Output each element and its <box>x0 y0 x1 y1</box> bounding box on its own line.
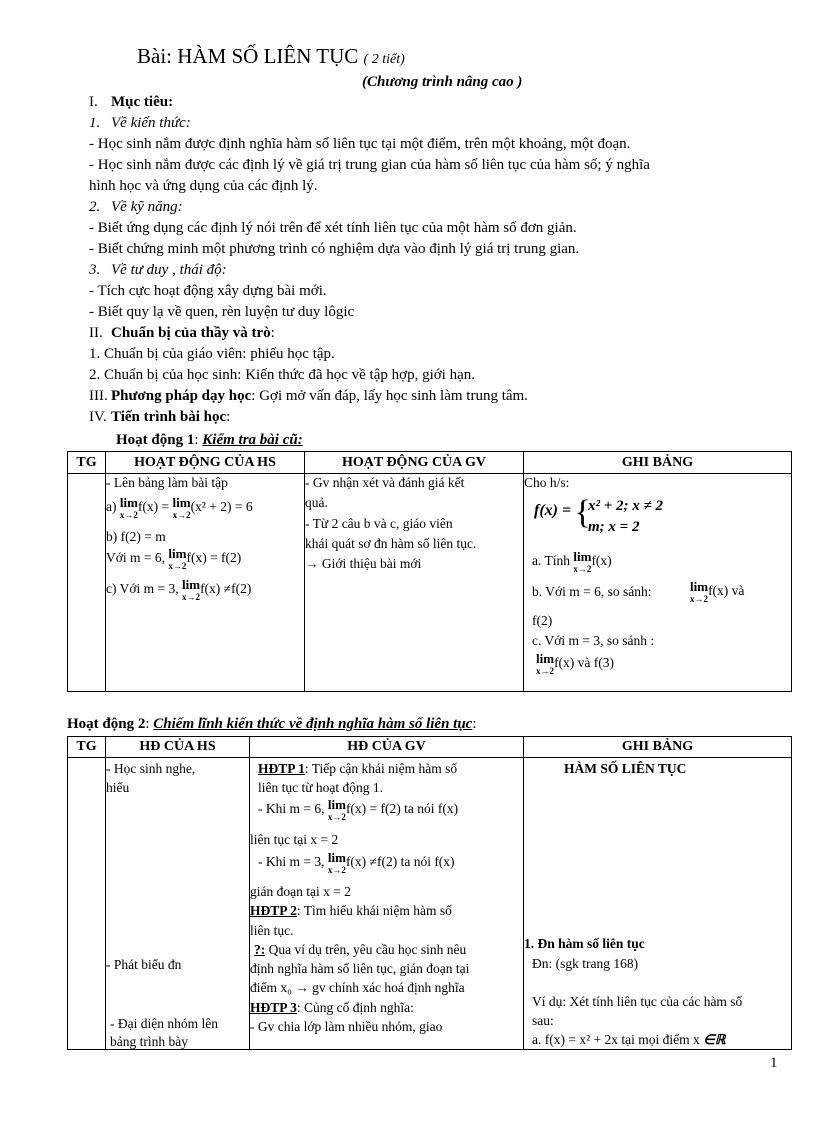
gv-line: điểm x₀ → gv chính xác hoá định nghĩa <box>250 980 465 995</box>
hs-line: hiểu <box>106 780 130 795</box>
case-2: m; x = 2 <box>588 519 640 535</box>
fx-label: f(x) = <box>534 502 572 519</box>
section-number: II. <box>89 325 103 341</box>
lim-sub: x→2 <box>172 509 191 520</box>
lim-sub: x→2 <box>573 563 592 574</box>
col-hs: HĐ CỦA HS <box>106 737 250 758</box>
section-process <box>89 407 230 428</box>
item-heading: Về tư duy , thái độ: <box>111 262 227 278</box>
brace: { <box>574 494 591 531</box>
text: f(x) = f(2) ta nói f(x) <box>345 800 459 816</box>
board-line: 1. Đn hàm số liên tục <box>524 936 645 951</box>
question-label: ?: <box>254 942 266 957</box>
activity1-table <box>67 451 792 692</box>
limit <box>536 652 554 676</box>
tg-cell <box>68 758 106 1050</box>
hs-line-a <box>106 496 253 520</box>
col-gv: HOẠT ĐỘNG CỦA GV <box>305 452 524 474</box>
text: a) <box>106 498 120 514</box>
attitude-1: - Tích cực hoạt động xây dựng bài mới. <box>89 283 327 299</box>
board-line: sau: <box>532 1013 554 1028</box>
item-heading: Về kiến thức: <box>111 115 191 131</box>
program-note: (Chương trình nâng cao ) <box>362 74 523 90</box>
section-method <box>89 386 528 407</box>
text: f(x) và f(3) <box>554 654 615 670</box>
gv-line-m6 <box>258 798 458 822</box>
lim: lim <box>182 577 201 592</box>
hs-line-c <box>106 578 251 602</box>
lim-sub: x→2 <box>536 665 555 676</box>
item-number: 2. <box>89 199 101 215</box>
activity-label: Hoạt động 1 <box>116 432 195 448</box>
board-line: f(2) <box>532 613 553 628</box>
lim: lim <box>172 495 191 510</box>
board-line: c. Với m = 3, so sánh : <box>532 633 655 648</box>
hdtp-label: HĐTP 3 <box>250 1000 297 1015</box>
section-objectives <box>89 92 173 113</box>
text: f(x) ≠f(2) <box>200 580 252 596</box>
section-heading: Chuẩn bị của thầy và trò <box>111 325 271 341</box>
page-title <box>137 44 405 69</box>
item-number: 1. <box>89 115 101 131</box>
lim-sub: x→2 <box>327 811 346 822</box>
gv-line: liên tục từ hoạt động 1. <box>258 780 384 795</box>
text: f(x) ≠f(2) ta nói f(x) <box>345 853 455 869</box>
lim: lim <box>327 850 346 865</box>
hs-line-b2 <box>106 547 241 571</box>
text: : Tìm hiểu khái niệm hàm số <box>296 903 452 918</box>
limit <box>328 798 346 822</box>
attitude-2: - Biết quy lạ về quen, rèn luyện tư duy lôgic <box>89 304 355 320</box>
limit <box>168 547 186 571</box>
gv-hdtp3 <box>250 1000 414 1016</box>
limit <box>182 578 200 602</box>
knowledge-heading <box>89 113 191 134</box>
hs-line: b) f(2) = m <box>106 529 166 544</box>
gv-line: định nghĩa hàm số liên tục, gián đoạn tại <box>250 961 470 976</box>
gv-line: - Gv chia lớp làm nhiều nhóm, giao <box>250 1019 443 1034</box>
knowledge-2a: - Học sinh nắm được các định lý về giá trị trung gian của hàm số liên tục của hàm số; ý nghĩa <box>89 157 650 173</box>
board-line: Cho h/s: <box>524 475 570 490</box>
item-number: 3. <box>89 262 101 278</box>
item-heading: Về kỹ năng: <box>111 199 183 215</box>
section-heading: Mục tiêu: <box>111 94 174 110</box>
section-heading: Phương pháp dạy học <box>111 388 252 404</box>
gv-cell <box>305 474 524 692</box>
section-preparation <box>89 323 275 344</box>
hs-cell <box>106 474 305 692</box>
text: : Củng cố định nghĩa: <box>296 1000 414 1015</box>
lim: lim <box>119 495 138 510</box>
lim-sub: x→2 <box>690 593 709 604</box>
hs-line: bảng trình bày <box>110 1034 188 1049</box>
gv-hdtp1 <box>258 761 457 777</box>
prep-2: 2. Chuẩn bị của học sinh: Kiến thức đã học về tập hợp, giới hạn. <box>89 367 475 383</box>
lim: lim <box>168 546 187 561</box>
hs-line: - Học sinh nghe, <box>106 761 196 776</box>
lim-sub: x→2 <box>168 560 187 571</box>
colon: : <box>145 716 154 732</box>
text: Với m = 6, <box>106 549 169 565</box>
col-board: GHI BẢNG <box>524 737 792 758</box>
hs-line: - Phát biểu đn <box>106 957 182 972</box>
title-prefix: Bài: <box>137 44 178 68</box>
gv-question <box>254 942 466 958</box>
gv-line: liên tục tại x = 2 <box>250 832 339 847</box>
section-heading: Tiến trình bài học <box>111 409 227 425</box>
hdtp-label: HĐTP 2 <box>250 903 297 918</box>
board-title: HÀM SỐ LIÊN TỤC <box>564 761 687 776</box>
hdtp-label: HĐTP 1 <box>258 761 305 776</box>
lim: lim <box>690 579 709 594</box>
title-duration: ( 2 tiết) <box>363 52 405 67</box>
activity-label: Hoạt động 2 <box>67 716 146 732</box>
col-tg: TG <box>68 737 106 758</box>
tg-cell <box>68 474 106 692</box>
text: f(x) và <box>708 582 745 598</box>
gv-line: khái quát sơ đn hàm số liên tục. <box>305 536 477 551</box>
board-line: Ví dụ: Xét tính liên tục của các hàm số <box>532 994 743 1009</box>
skills-1: - Biết ứng dụng các định lý nói trên để xét tính liên tục của một hàm số đơn giản. <box>89 220 577 236</box>
gv-line: liên tục. <box>250 923 294 938</box>
activity-name: Kiểm tra bài cũ: <box>202 432 303 448</box>
skills-2: - Biết chứng minh một phương trình có nghiệm dựa vào định lý giá trị trung gian. <box>89 241 580 257</box>
col-hs: HOẠT ĐỘNG CỦA HS <box>106 452 305 474</box>
limit <box>328 851 346 875</box>
text: f(x) = <box>137 498 173 514</box>
gv-line: - Từ 2 câu b và c, giáo viên <box>305 516 453 531</box>
gv-hdtp2 <box>250 903 452 919</box>
case-1: x² + 2; x ≠ 2 <box>588 498 664 514</box>
board-line-b <box>690 580 744 604</box>
section-number: IV. <box>89 409 107 425</box>
method-text: : Gợi mở vấn đáp, lấy học sinh làm trung tâm. <box>251 388 528 404</box>
board-line-ex3 <box>532 1032 726 1048</box>
lim: lim <box>536 651 555 666</box>
gv-line-m3 <box>258 851 455 875</box>
colon: : <box>226 409 231 425</box>
limit <box>120 496 138 520</box>
hs-line: - Lên bảng làm bài tập <box>106 475 228 490</box>
activity1-heading <box>116 430 303 451</box>
col-board: GHI BẢNG <box>524 452 792 474</box>
gv-line: - Gv nhận xét và đánh giá kết <box>305 475 465 490</box>
lim: lim <box>573 549 592 564</box>
gv-line: → Giới thiệu bài mới <box>305 556 422 571</box>
text: f(x) = f(2) <box>186 549 242 565</box>
gv-cell <box>250 758 524 1050</box>
colon: : <box>270 325 275 341</box>
board-cell <box>524 758 792 1050</box>
col-gv: HĐ CỦA GV <box>250 737 524 758</box>
attitude-heading <box>89 260 227 281</box>
col-tg: TG <box>68 452 106 474</box>
text: a. Tính <box>532 552 574 568</box>
page-number: 1 <box>770 1055 778 1071</box>
real-set-symbol: ∈ℝ <box>703 1032 726 1047</box>
text: (x² + 2) = 6 <box>190 498 253 514</box>
board-cell <box>524 474 792 692</box>
activity2-table <box>67 736 792 1050</box>
board-line: Đn: (sgk trang 168) <box>532 956 639 971</box>
section-number: I. <box>89 94 98 110</box>
section-number: III. <box>89 388 108 404</box>
skills-heading <box>89 197 183 218</box>
text: - Khi m = 3, <box>258 853 328 869</box>
limit <box>690 580 708 604</box>
activity2-heading <box>67 714 477 735</box>
hs-cell <box>106 758 250 1050</box>
gv-line: gián đoạn tại x = 2 <box>250 884 351 899</box>
knowledge-1: - Học sinh nắm được định nghĩa hàm số liên tục tại một điểm, trên một khoảng, một đoạn. <box>89 136 631 152</box>
lim-sub: x→2 <box>119 509 138 520</box>
gv-line: quả. <box>305 495 328 510</box>
knowledge-2b: hình học và ứng dụng của các định lý. <box>89 178 318 194</box>
text: c) Với m = 3, <box>106 580 182 596</box>
text: - Khi m = 6, <box>258 800 328 816</box>
text: f(x) <box>591 552 612 568</box>
piecewise-function <box>534 496 591 530</box>
prep-1: 1. Chuẩn bị của giáo viên: phiếu học tập. <box>89 346 335 362</box>
hs-line: - Đại diện nhóm lên <box>110 1016 218 1031</box>
text: a. f(x) = x² + 2x tại mọi điểm x <box>532 1032 700 1047</box>
activity-name: Chiếm lĩnh kiến thức về định nghĩa hàm số liên tục <box>153 716 473 732</box>
colon: : <box>472 716 477 732</box>
colon: : <box>194 432 203 448</box>
title-text: HÀM SỐ LIÊN TỤC <box>177 44 359 68</box>
board-line-a <box>532 550 612 574</box>
lim: lim <box>327 797 346 812</box>
text: : Tiếp cận khái niệm hàm số <box>304 761 458 776</box>
limit <box>173 496 191 520</box>
board-line: b. Với m = 6, so sánh: <box>532 584 652 599</box>
limit <box>573 550 591 574</box>
lim-sub: x→2 <box>327 864 346 875</box>
text: Qua ví dụ trên, yêu cầu học sinh nêu <box>265 942 467 957</box>
board-line-c <box>536 652 614 676</box>
lim-sub: x→2 <box>182 591 201 602</box>
